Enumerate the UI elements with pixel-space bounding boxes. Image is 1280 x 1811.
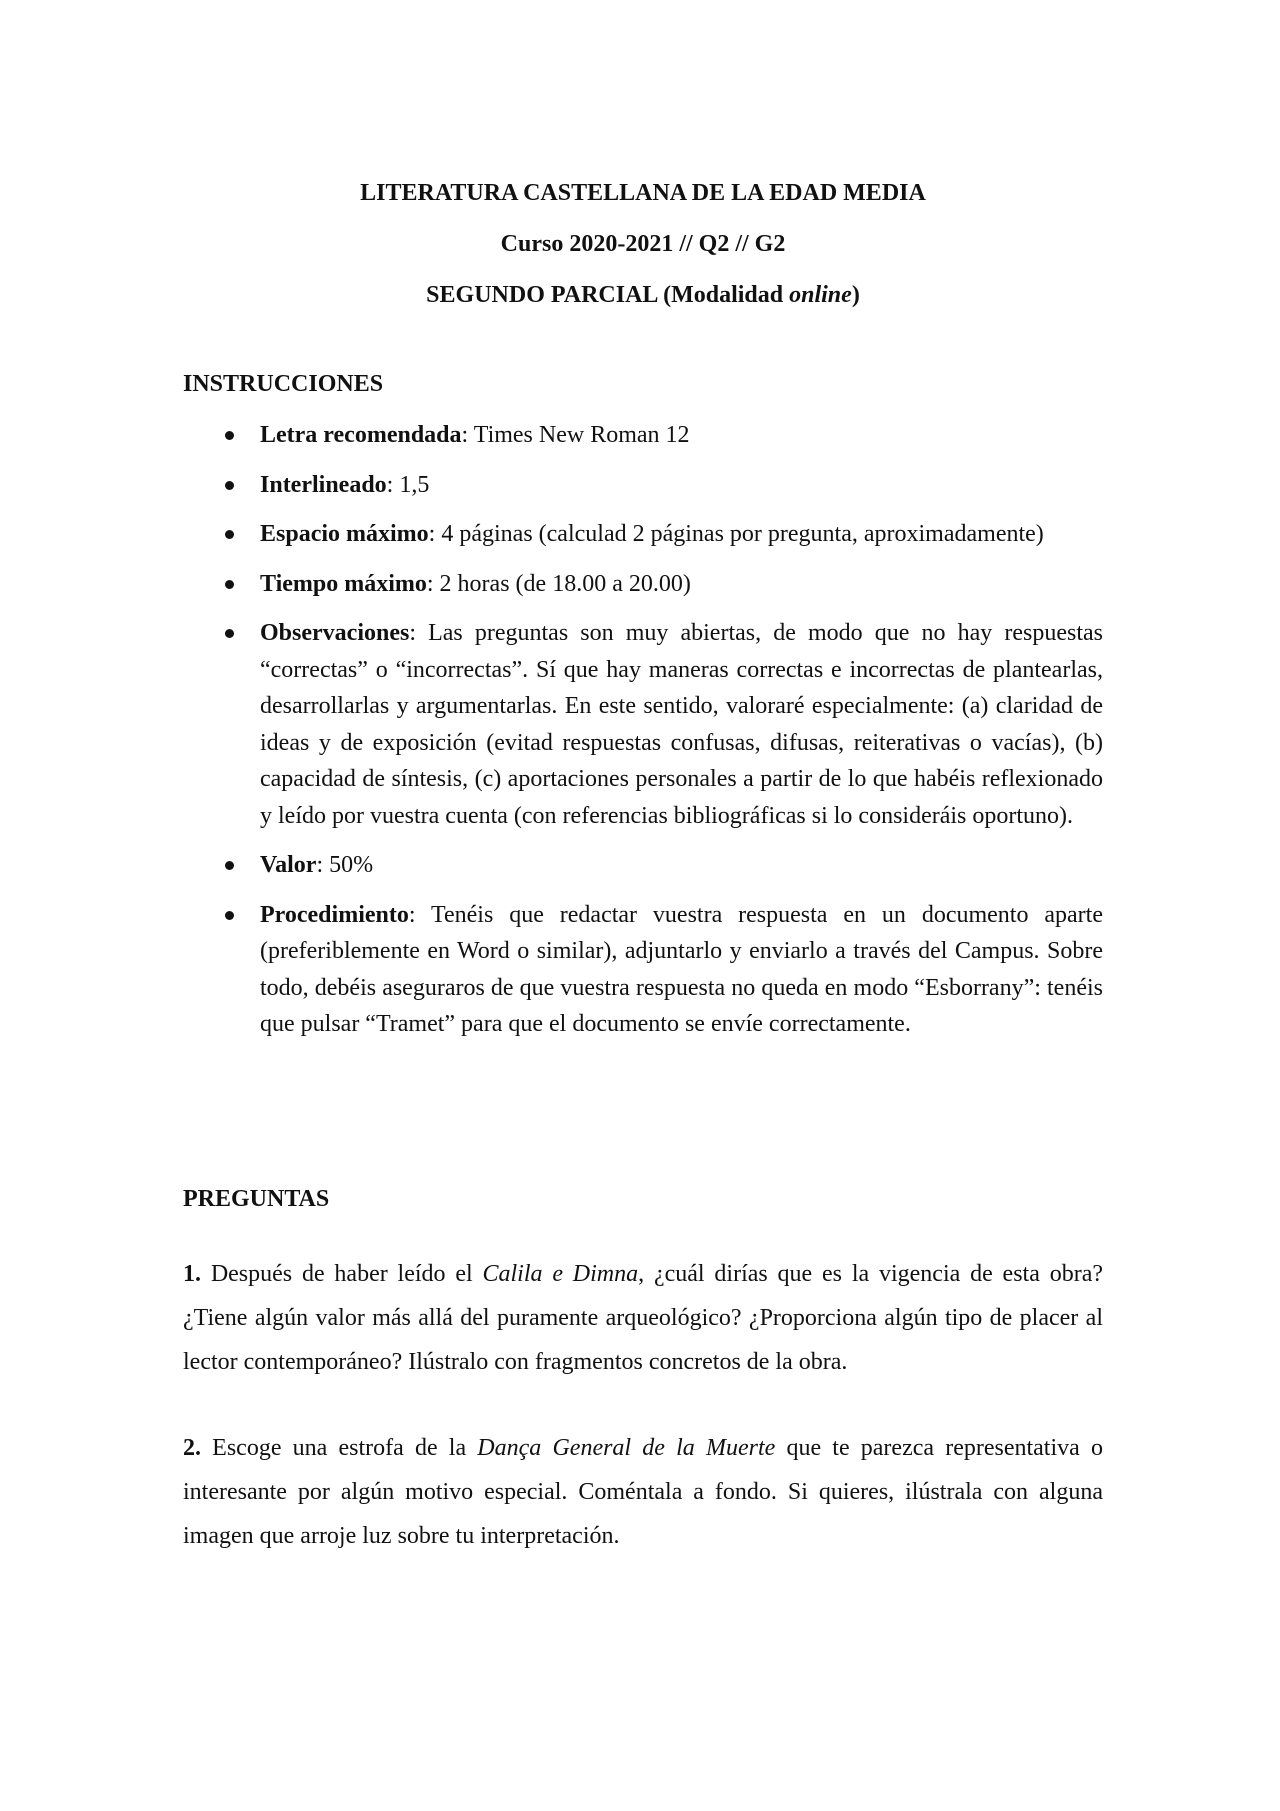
instruction-item [183, 897, 1103, 1043]
instruction-text: : Las preguntas son muy abiertas, de modo que no hay respuestas “correctas” o “incorrectas”. Sí que hay maneras correctas e incorrectas de plantearlas, desarrollarlas y argumentarlas. En este sentido, valoraré especialmente: (a) claridad de ideas y de exposición (evitad respuestas confusas, difusas, reiterativas o vacías), (b) capacidad de síntesis, (c) aportaciones personales a partir de lo que habéis reflexionado y leído por vuestra cuenta (con referencias bibliográficas si lo consideráis oportuno). [260, 620, 1103, 829]
bullet-icon [225, 861, 234, 870]
bullet-icon [225, 629, 234, 638]
instruction-text: : Tenéis que redactar vuestra respuesta en un documento aparte (preferiblemente en Word o similar), adjuntarlo y enviarlo a través del Campus. Sobre todo, debéis aseguraros de que vuestra respuesta no queda en modo “Esborrany”: tenéis que pulsar “Tramet” para que el documento se envíe correctamente. [260, 901, 1103, 1037]
bullet-icon [225, 530, 234, 539]
instructions-list [183, 417, 1103, 1056]
course-line: Curso 2020-2021 // Q2 // G2 [500, 231, 786, 257]
bullet-icon [225, 911, 234, 920]
instruction-label: Letra recomendada [260, 422, 462, 448]
exam-line [183, 270, 1103, 321]
instruction-text: : 50% [316, 852, 374, 878]
instruction-text: : Times New Roman 12 [461, 422, 690, 448]
instruction-text: : 4 páginas (calculad 2 páginas por pregunta, aproximadamente) [428, 521, 1044, 547]
instruction-label: Procedimiento [260, 901, 409, 928]
work-title: Calila e Dimna [482, 1261, 639, 1287]
question-text-end: , ¿cuál dirías que es la vigencia de esta obra? ¿Tiene algún valor más allá del puramente arqueológico? ¿Proporciona algún tipo de placer al lector contemporáneo? Ilústralo con fragmentos concretos de la obra. [183, 1261, 1103, 1375]
question-text-start: Después de haber leído el [201, 1261, 483, 1287]
instructions-heading: INSTRUCCIONES [183, 371, 384, 397]
bullet-icon [225, 481, 234, 490]
work-title: Dança General de la Muerte [477, 1435, 776, 1461]
instruction-item [183, 615, 1103, 834]
instruction-item [183, 467, 1103, 504]
question-number: 2. [183, 1435, 201, 1461]
instruction-text: : 2 horas (de 18.00 a 20.00) [426, 570, 691, 597]
document-title: LITERATURA CASTELLANA DE LA EDAD MEDIA [360, 180, 926, 206]
instruction-item [183, 566, 1103, 603]
instruction-label: Valor [260, 852, 317, 878]
bullet-icon [225, 580, 234, 589]
instruction-item [183, 847, 1103, 884]
questions-heading: PREGUNTAS [183, 1186, 330, 1212]
question-text-start: Escoge una estrofa de la [201, 1435, 478, 1461]
instruction-item [183, 417, 1103, 454]
bullet-icon [225, 431, 234, 440]
question-1 [183, 1252, 1103, 1384]
instruction-label: Tiempo máximo [260, 570, 427, 597]
instruction-item [183, 516, 1103, 553]
exam-prefix: SEGUNDO PARCIAL (Modalidad [426, 282, 790, 308]
instruction-label: Espacio máximo [260, 521, 429, 547]
exam-mode: online [789, 282, 852, 308]
document-header [183, 168, 1103, 321]
exam-suffix: ) [851, 282, 860, 308]
question-number: 1. [183, 1261, 201, 1287]
instruction-label: Observaciones [260, 620, 410, 646]
question-text-end: que te parezca representativa o interesante por algún motivo especial. Coméntala a fondo. Si quieres, ilústrala con alguna imagen que arroje luz sobre tu interpretación. [183, 1435, 1103, 1549]
instruction-text: : 1,5 [386, 471, 430, 498]
question-2 [183, 1426, 1103, 1558]
instruction-label: Interlineado [260, 471, 387, 498]
